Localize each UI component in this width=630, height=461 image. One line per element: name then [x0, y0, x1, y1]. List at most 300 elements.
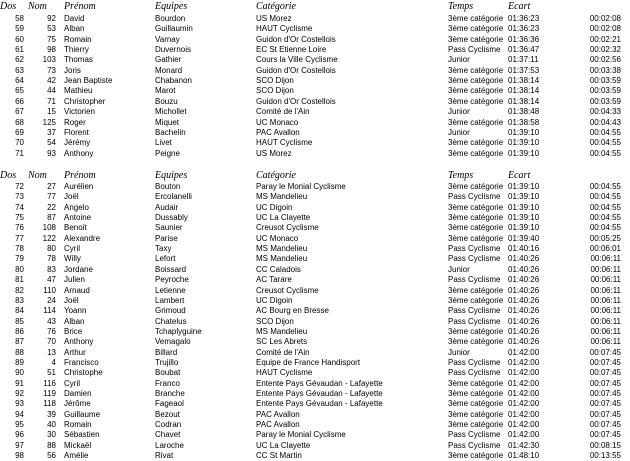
cell-club: SCO Dijon [256, 76, 294, 86]
cell-dos: 61 [15, 45, 24, 55]
cell-categorie: 3ème catégorie [448, 34, 504, 44]
cell-ecart: 00:07:45 [589, 389, 621, 398]
cell-prenom: Jérôme [64, 399, 91, 409]
cell-dos: 91 [15, 378, 24, 388]
table-row [0, 420, 630, 430]
cell-ecart: 00:04:43 [589, 117, 621, 127]
cell-ecart: 00:07:45 [589, 430, 621, 440]
cell-ecart: 00:04:55 [589, 223, 621, 233]
cell-temps: 01:36:36 [508, 34, 540, 44]
cell-dos: 75 [15, 213, 24, 223]
table-row [0, 286, 630, 296]
cell-categorie: 3ème catégorie [448, 213, 504, 223]
cell-equipe: Boubat [155, 368, 181, 378]
cell-categorie: 3ème catégorie [448, 233, 504, 243]
table-row [0, 317, 630, 327]
table-row [0, 430, 630, 440]
cell-ecart: 00:04:55 [589, 148, 621, 158]
cell-dos: 60 [15, 34, 24, 44]
cell-equipe: Chavet [155, 430, 181, 440]
cell-nom: 76 [47, 326, 56, 336]
header-ecart: Ecart [508, 170, 531, 181]
cell-categorie: Junior [448, 264, 470, 274]
cell-nom: 80 [47, 244, 56, 254]
cell-dos: 79 [15, 254, 24, 264]
cell-temps: 01:37:53 [508, 65, 540, 75]
cell-categorie: 3ème catégorie [448, 399, 504, 409]
cell-categorie: Pass Cyclisme [448, 440, 501, 450]
cell-nom: 30 [47, 430, 56, 440]
cell-temps: 01:40:26 [508, 285, 540, 295]
table-row [0, 149, 630, 159]
table-row [0, 368, 630, 378]
cell-nom: 44 [47, 86, 56, 96]
cell-dos: 68 [15, 117, 24, 127]
cell-ecart: 00:03:59 [589, 76, 621, 86]
cell-club: Creusot Cyclisme [256, 223, 319, 233]
cell-equipe: Bouzu [155, 96, 178, 106]
cell-dos: 65 [15, 86, 24, 96]
table-row [0, 55, 630, 65]
cell-club: Entente Pays Gévaudan - Lafayette [256, 399, 383, 409]
cell-temps: 01:39:10 [508, 223, 540, 233]
table-row [0, 306, 630, 316]
cell-dos: 71 [15, 148, 24, 158]
cell-nom: 75 [47, 34, 56, 44]
cell-ecart: 00:04:33 [589, 107, 621, 117]
cell-dos: 85 [15, 316, 24, 326]
cell-temps: 01:42:00 [508, 378, 540, 388]
table-row [0, 441, 630, 451]
cell-dos: 70 [15, 138, 24, 148]
cell-equipe: Lefort [155, 254, 176, 264]
cell-club: Guidon d'Or Costellois [256, 34, 336, 44]
cell-categorie: Pass Cyclisme [448, 306, 501, 316]
cell-temps: 01:42:00 [508, 347, 540, 357]
cell-prenom: Anthony [64, 337, 94, 347]
cell-equipe: Saunier [155, 223, 183, 233]
cell-dos: 88 [15, 347, 24, 357]
cell-equipe: Grimoud [155, 306, 186, 316]
cell-equipe: Bezout [155, 409, 180, 419]
cell-prenom: Yoann [64, 306, 87, 316]
header-prenom: Prénom [64, 170, 96, 181]
cell-prenom: Julien [64, 275, 85, 285]
cell-categorie: 3ème catégorie [448, 76, 504, 86]
header-prenom: Prénom [64, 1, 96, 12]
cell-club: Entente Pays Gévaudan - Lafayette [256, 389, 383, 398]
cell-temps: 01:40:26 [508, 306, 540, 316]
cell-nom: 114 [43, 306, 56, 316]
cell-dos: 96 [15, 430, 24, 440]
cell-categorie: 3ème catégorie [448, 65, 504, 75]
cell-nom: 78 [47, 254, 56, 264]
cell-nom: 77 [47, 192, 56, 202]
cell-categorie: Junior [448, 55, 470, 65]
header-dos: Dos [0, 1, 17, 12]
cell-equipe: Boissard [155, 264, 187, 274]
table-row [0, 410, 630, 420]
header-equipes: Equipes [155, 170, 188, 181]
cell-temps: 01:39:10 [508, 202, 540, 212]
cell-prenom: Romain [64, 34, 92, 44]
table-row [0, 107, 630, 117]
table-row [0, 97, 630, 107]
cell-prenom: Anthony [64, 148, 94, 158]
cell-dos: 77 [15, 233, 24, 243]
cell-equipe: Chabanon [155, 76, 192, 86]
cell-club: Paray le Monial Cyclisme [256, 182, 346, 191]
cell-nom: 13 [47, 347, 56, 357]
cell-dos: 97 [15, 440, 24, 450]
cell-categorie: Pass Cyclisme [448, 316, 501, 326]
cell-nom: 47 [47, 275, 56, 285]
cell-nom: 51 [47, 368, 56, 378]
cell-nom: 53 [47, 24, 56, 34]
cell-equipe: Bouton [155, 182, 181, 191]
cell-ecart: 00:07:45 [589, 368, 621, 378]
cell-ecart: 00:04:55 [589, 138, 621, 148]
cell-club: Equipe de France Handisport [256, 357, 361, 367]
cell-prenom: Jordane [64, 264, 93, 274]
cell-dos: 92 [15, 389, 24, 398]
cell-ecart: 00:06:11 [590, 254, 621, 264]
cell-prenom: Thierry [64, 45, 89, 55]
table-row [0, 399, 630, 409]
cell-club: CC St Martin [256, 451, 302, 461]
cell-categorie: Pass Cyclisme [448, 192, 501, 202]
cell-temps: 01:39:10 [508, 127, 540, 137]
cell-prenom: Christopher [64, 96, 106, 106]
cell-nom: 108 [42, 223, 56, 233]
cell-equipe: Miquet [155, 117, 180, 127]
cell-categorie: 3ème catégorie [448, 378, 504, 388]
cell-temps: 01:42:00 [508, 409, 540, 419]
cell-dos: 64 [15, 76, 24, 86]
cell-ecart: 00:03:59 [589, 96, 621, 106]
header-ecart: Ecart [508, 1, 531, 12]
cell-nom: 4 [51, 357, 56, 367]
cell-dos: 72 [15, 182, 24, 191]
cell-temps: 01:40:26 [508, 337, 540, 347]
cell-prenom: Thomas [64, 55, 93, 65]
cell-prenom: Mathieu [64, 86, 93, 96]
cell-club: UC Digoin [256, 202, 293, 212]
cell-categorie: Pass Cyclisme [448, 368, 501, 378]
cell-club: HAUT Cyclisme [256, 368, 313, 378]
cell-prenom: Joël [64, 192, 79, 202]
cell-temps: 01:42:00 [508, 368, 540, 378]
cell-equipe: Branche [155, 389, 185, 398]
cell-categorie: 3ème catégorie [448, 14, 504, 23]
table-row [0, 296, 630, 306]
cell-temps: 01:40:26 [508, 326, 540, 336]
cell-nom: 122 [42, 233, 56, 243]
table-row [0, 182, 630, 192]
cell-temps: 01:42:00 [508, 389, 540, 398]
cell-categorie: 3ème catégorie [448, 86, 504, 96]
cell-prenom: Joël [64, 295, 79, 305]
cell-nom: 110 [43, 285, 56, 295]
cell-equipe: Rivat [155, 451, 174, 461]
cell-categorie: 3ème catégorie [448, 337, 504, 347]
cell-ecart: 00:06:01 [589, 244, 621, 254]
cell-prenom: Alban [64, 316, 85, 326]
cell-nom: 118 [43, 399, 56, 409]
cell-categorie: 3ème catégorie [448, 326, 504, 336]
table-row [0, 35, 630, 45]
cell-dos: 81 [15, 275, 24, 285]
cell-club: EC St Etienne Loire [256, 45, 327, 55]
cell-equipe: Peyroche [155, 275, 189, 285]
cell-club: PAC Avallon [256, 420, 300, 430]
cell-dos: 58 [15, 14, 24, 23]
cell-dos: 87 [15, 337, 24, 347]
cell-ecart: 00:04:55 [589, 202, 621, 212]
cell-categorie: 3ème catégorie [448, 409, 504, 419]
cell-categorie: Pass Cyclisme [448, 275, 501, 285]
cell-nom: 125 [42, 117, 56, 127]
cell-club: UC Monaco [256, 233, 299, 243]
table-row [0, 118, 630, 128]
cell-nom: 15 [47, 107, 56, 117]
cell-prenom: Victorien [64, 107, 95, 117]
cell-ecart: 00:03:59 [589, 86, 621, 96]
cell-ecart: 00:06:11 [590, 306, 621, 316]
cell-categorie: 3ème catégorie [448, 420, 504, 430]
table-row [0, 128, 630, 138]
cell-club: Guidon d'Or Costellois [256, 96, 336, 106]
cell-club: Entente Pays Gévaudan - Lafayette [256, 378, 383, 388]
cell-club: SCO Dijon [256, 86, 294, 96]
cell-nom: 22 [47, 202, 56, 212]
cell-prenom: David [64, 14, 85, 23]
header-equipes: Equipes [155, 1, 188, 12]
cell-nom: 39 [47, 409, 56, 419]
cell-nom: 43 [47, 316, 56, 326]
cell-categorie: Junior [448, 107, 470, 117]
cell-club: UC Digoin [256, 295, 293, 305]
cell-categorie: 3ème catégorie [448, 138, 504, 148]
table-row [0, 14, 630, 24]
cell-prenom: Jean Baptiste [64, 76, 113, 86]
cell-temps: 01:42:30 [508, 440, 540, 450]
cell-club: CC Caladois [256, 264, 301, 274]
cell-ecart: 00:04:55 [589, 213, 621, 223]
cell-dos: 93 [15, 399, 24, 409]
cell-categorie: 3ème catégorie [448, 285, 504, 295]
cell-dos: 95 [15, 420, 24, 430]
cell-dos: 66 [15, 96, 24, 106]
cell-ecart: 00:07:45 [589, 409, 621, 419]
cell-nom: 88 [47, 440, 56, 450]
cell-equipe: Laroche [155, 440, 184, 450]
cell-club: MS Mandelieu [256, 192, 308, 202]
cell-categorie: 3ème catégorie [448, 117, 504, 127]
table-row [0, 223, 630, 233]
cell-dos: 67 [15, 107, 24, 117]
cell-ecart: 00:07:45 [589, 347, 621, 357]
table-row [0, 24, 630, 34]
cell-ecart: 00:07:45 [589, 399, 621, 409]
cell-equipe: Tchaplyguine [155, 326, 202, 336]
cell-temps: 01:40:26 [508, 275, 540, 285]
cell-equipe: Bourdon [155, 14, 186, 23]
cell-categorie: Pass Cyclisme [448, 244, 501, 254]
cell-nom: 54 [47, 138, 56, 148]
cell-equipe: Duvernois [155, 45, 192, 55]
cell-temps: 01:39:10 [508, 138, 540, 148]
table-row [0, 358, 630, 368]
cell-temps: 01:42:00 [508, 399, 540, 409]
table-row [0, 348, 630, 358]
cell-prenom: Antoine [64, 213, 92, 223]
table-row [0, 379, 630, 389]
cell-equipe: Lambert [155, 295, 185, 305]
cell-temps: 01:40:26 [508, 264, 540, 274]
cell-temps: 01:42:00 [508, 430, 540, 440]
cell-temps: 01:40:26 [508, 295, 540, 305]
header-categorie: Catégorie [256, 1, 296, 12]
cell-prenom: Roger [64, 117, 86, 127]
header-temps: Temps [448, 170, 474, 181]
cell-nom: 71 [47, 96, 56, 106]
cell-ecart: 00:07:45 [589, 357, 621, 367]
cell-nom: 83 [47, 264, 56, 274]
table-row [0, 337, 630, 347]
cell-equipe: Michollet [155, 107, 187, 117]
cell-dos: 73 [15, 192, 24, 202]
cell-equipe: Letienne [155, 285, 186, 295]
cell-equipe: Monard [155, 65, 183, 75]
cell-categorie: 3ème catégorie [448, 24, 504, 34]
cell-equipe: Audair [155, 202, 179, 212]
cell-prenom: Cyril [64, 378, 80, 388]
cell-ecart: 00:06:11 [590, 295, 621, 305]
table-row [0, 86, 630, 96]
cell-prenom: Alban [64, 24, 85, 34]
cell-dos: 89 [15, 357, 24, 367]
cell-equipe: Gathier [155, 55, 182, 65]
cell-prenom: Angelo [64, 202, 89, 212]
cell-ecart: 00:07:45 [589, 420, 621, 430]
cell-prenom: Amélie [64, 451, 89, 461]
cell-temps: 01:38:14 [508, 76, 540, 86]
cell-club: US Morez [256, 148, 292, 158]
header-nom: Nom [28, 1, 47, 12]
cell-ecart: 00:05:25 [589, 233, 621, 243]
cell-dos: 62 [15, 55, 24, 65]
cell-equipe: Vemagalo [155, 337, 191, 347]
cell-equipe: Fageaol [155, 399, 184, 409]
cell-equipe: Trujillo [155, 357, 179, 367]
cell-prenom: Cyril [64, 244, 80, 254]
cell-categorie: 3ème catégorie [448, 295, 504, 305]
table-row [0, 45, 630, 55]
cell-club: US Morez [256, 14, 292, 23]
table-row [0, 254, 630, 264]
cell-club: UC La Clayette [256, 213, 311, 223]
cell-dos: 83 [15, 295, 24, 305]
cell-nom: 98 [47, 45, 56, 55]
cell-equipe: Ercolanelli [155, 192, 192, 202]
cell-nom: 56 [47, 451, 56, 461]
header-row-2 [0, 170, 630, 182]
cell-dos: 80 [15, 264, 24, 274]
cell-prenom: Willy [64, 254, 81, 264]
cell-equipe: Peigne [155, 148, 180, 158]
cell-ecart: 00:04:55 [589, 192, 621, 202]
cell-ecart: 00:03:38 [589, 65, 621, 75]
cell-temps: 01:42:00 [508, 357, 540, 367]
cell-nom: 42 [47, 76, 56, 86]
cell-club: UC Monaco [256, 117, 299, 127]
cell-ecart: 00:02:56 [589, 55, 621, 65]
cell-temps: 01:39:10 [508, 213, 540, 223]
cell-categorie: 3ème catégorie [448, 223, 504, 233]
header-nom: Nom [28, 170, 47, 181]
cell-prenom: Mickaël [64, 440, 92, 450]
cell-nom: 116 [43, 378, 56, 388]
cell-nom: 103 [42, 55, 56, 65]
cell-temps: 01:38:58 [508, 117, 540, 127]
cell-nom: 73 [47, 65, 56, 75]
cell-dos: 74 [15, 202, 24, 212]
cell-ecart: 00:06:11 [590, 337, 621, 347]
cell-temps: 01:39:10 [508, 148, 540, 158]
cell-ecart: 00:02:32 [589, 45, 621, 55]
cell-nom: 40 [47, 420, 56, 430]
cell-ecart: 00:06:11 [590, 326, 621, 336]
cell-equipe: Billard [155, 347, 178, 357]
cell-temps: 01:36:23 [508, 24, 540, 34]
cell-ecart: 00:06:11 [590, 264, 621, 274]
cell-dos: 59 [15, 24, 24, 34]
cell-dos: 90 [15, 368, 24, 378]
cell-ecart: 00:02:08 [589, 24, 621, 34]
cell-equipe: Livet [155, 138, 172, 148]
cell-club: MS Mandelieu [256, 244, 308, 254]
cell-categorie: Pass Cyclisme [448, 254, 501, 264]
cell-temps: 01:36:23 [508, 14, 540, 23]
cell-club: AC Tarare [256, 275, 292, 285]
cell-club: SC Les Abrets [256, 337, 308, 347]
cell-equipe: Codran [155, 420, 182, 430]
cell-equipe: Guillaumin [155, 24, 193, 34]
cell-temps: 01:38:48 [508, 107, 540, 117]
cell-nom: 70 [47, 337, 56, 347]
cell-prenom: Brice [64, 326, 83, 336]
cell-prenom: Sébastien [64, 430, 100, 440]
table-row [0, 265, 630, 275]
cell-equipe: Varnay [155, 34, 180, 44]
cell-equipe: Taxy [155, 244, 172, 254]
cell-categorie: 3ème catégorie [448, 182, 504, 191]
cell-temps: 01:39:40 [508, 233, 540, 243]
cell-ecart: 00:07:45 [589, 378, 621, 388]
table-row [0, 244, 630, 254]
cell-ecart: 00:06:11 [590, 275, 621, 285]
table-row [0, 234, 630, 244]
cell-ecart: 00:08:15 [589, 440, 621, 450]
cell-prenom: Arthur [64, 347, 86, 357]
cell-club: MS Mandelieu [256, 254, 308, 264]
header-categorie: Catégorie [256, 170, 296, 181]
cell-ecart: 00:04:55 [589, 182, 621, 191]
cell-prenom: Benoit [64, 223, 87, 233]
cell-dos: 82 [15, 285, 24, 295]
cell-equipe: Chatelus [155, 316, 187, 326]
